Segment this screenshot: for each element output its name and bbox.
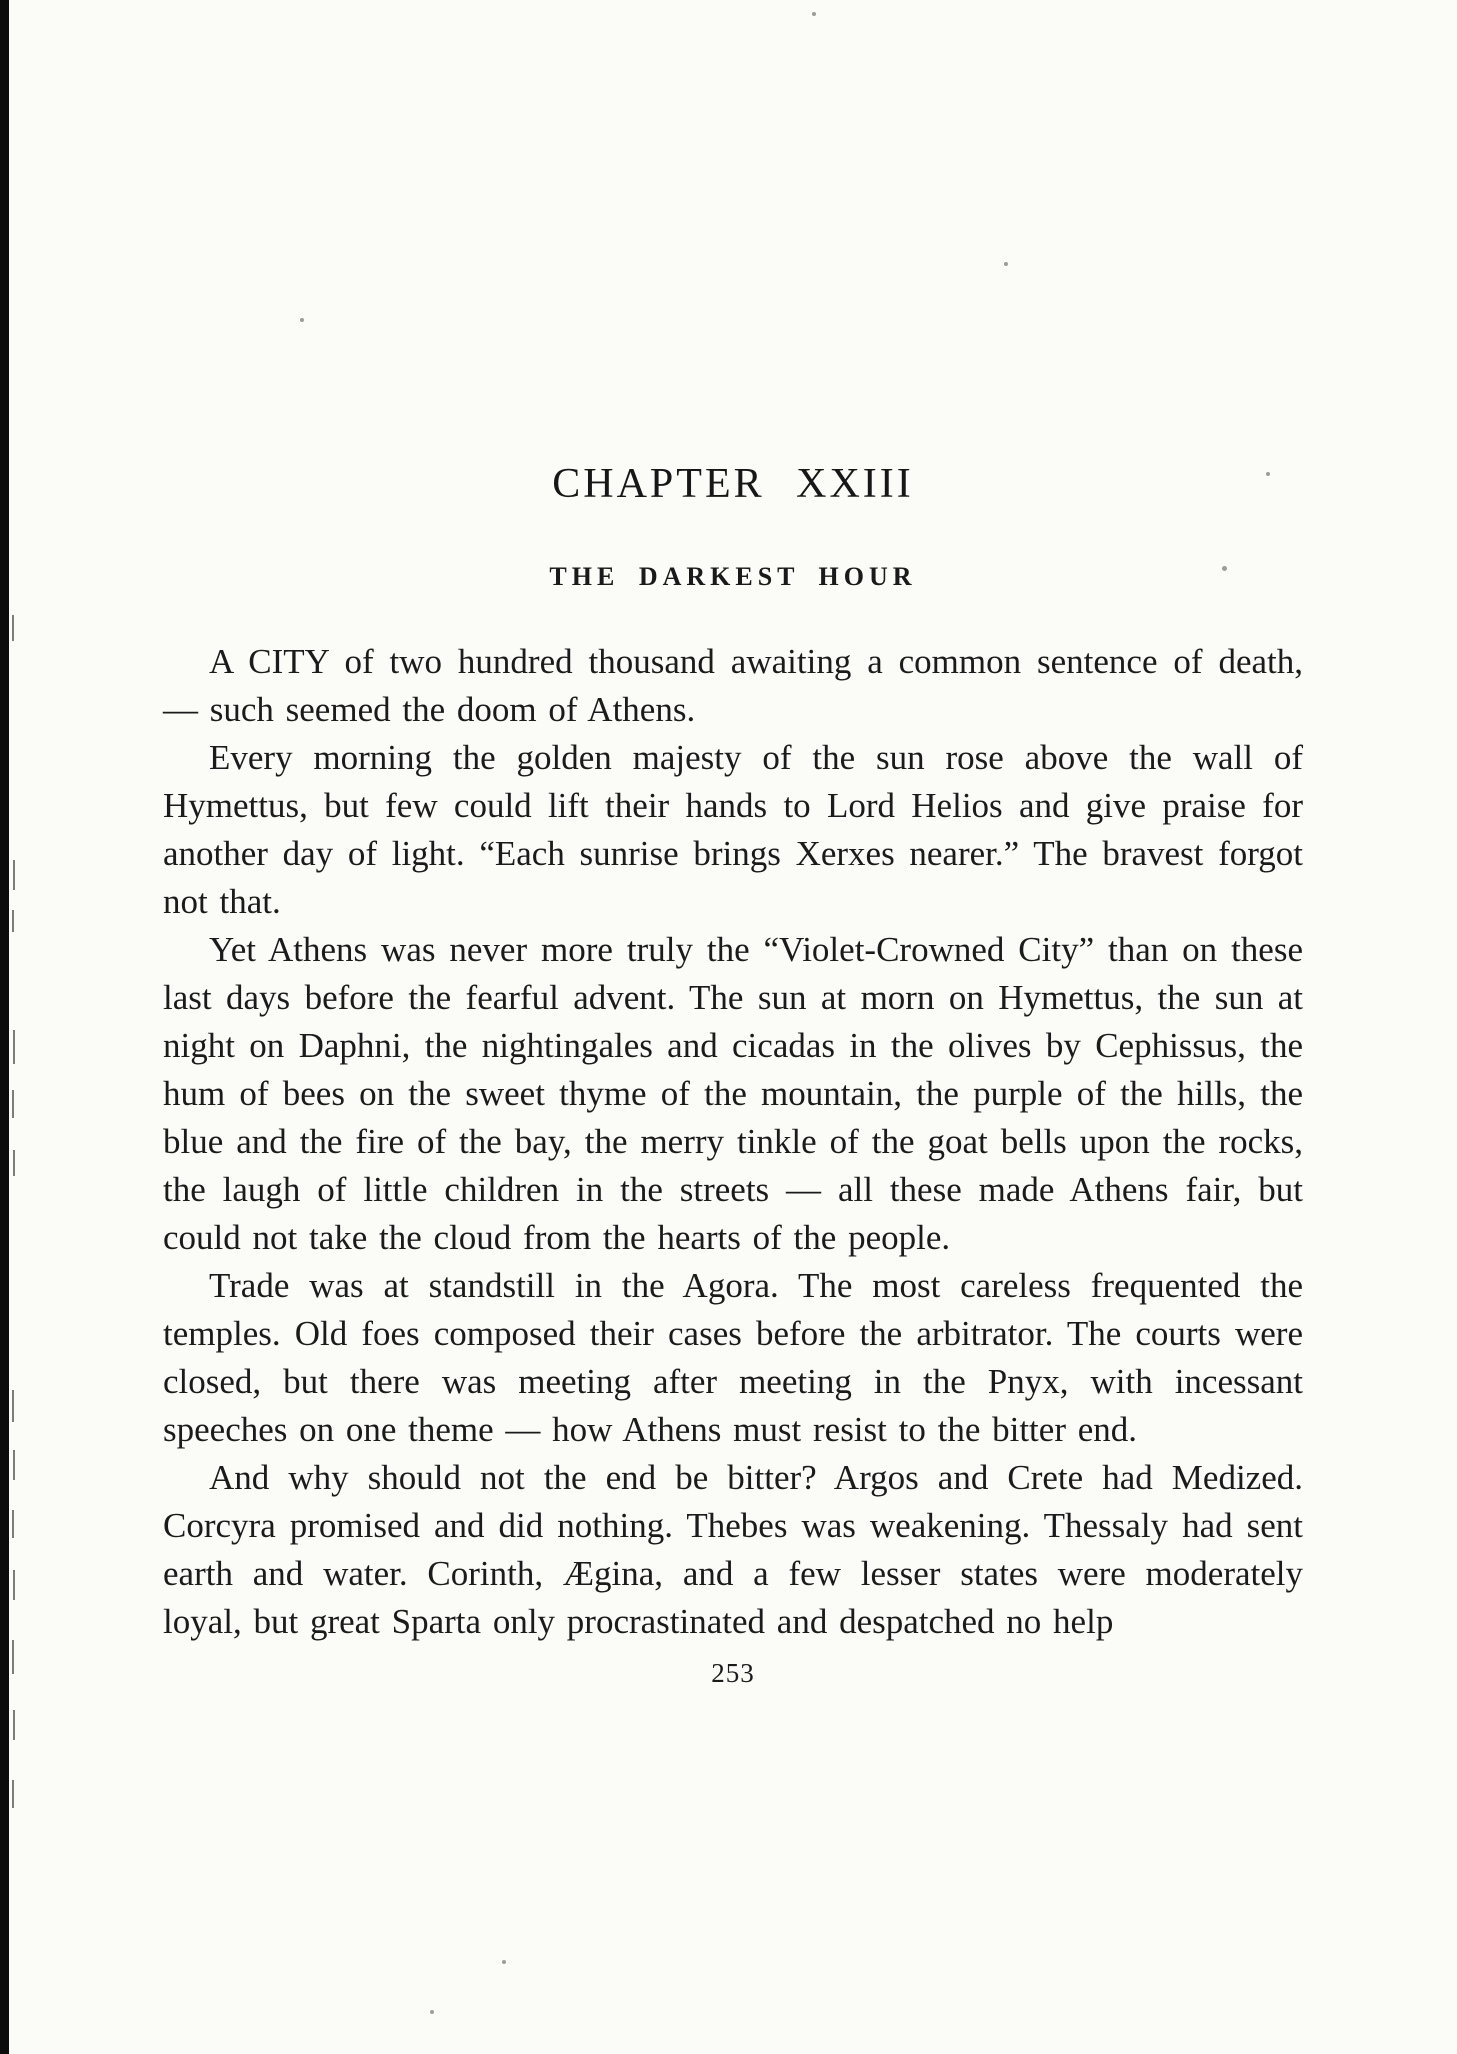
page-edge-shadow bbox=[0, 0, 9, 2054]
scan-mark bbox=[13, 1450, 15, 1480]
scan-mark bbox=[13, 1150, 15, 1176]
paragraph: Trade was at standstill in the Agora. The most careless frequented the temples. Old foes composed their cases before the arbitrator. The courts were closed, but there was meeting after meeting in the Pnyx, with incessant speeches on one theme — how Athens must resist to the bitter end. bbox=[163, 1266, 1303, 1449]
paragraph: Yet Athens was never more truly the “Violet-Crowned City” than on these last days before the fearful advent. The sun at morn on Hymettus, the sun at night on Daphni, the nightingales and cicadas in the olives by Cephissus, the hum of bees on the sweet thyme of the mountain, the purple of the hills, the blue and the fire of the bay, the merry tinkle of the goat bells upon the rocks, the laugh of little children in the streets — all these made Athens fair, but could not take the cloud from the hearts of the people. bbox=[163, 930, 1303, 1257]
scan-dot bbox=[430, 2010, 434, 2014]
page-number: 253 bbox=[711, 1658, 755, 1688]
paragraph: Every morning the golden majesty of the sun rose above the wall of Hymettus, but few could lift their hands to Lord Helios and give praise for another day of light. “Each sunrise brings Xerxes nearer.” The bravest forgot not that. bbox=[163, 738, 1303, 921]
paragraph: A CITY of two hundred thousand awaiting a common sentence of death, — such seemed the doom of Athens. bbox=[163, 642, 1303, 729]
scan-mark bbox=[13, 860, 15, 890]
scan-mark bbox=[12, 1640, 14, 1674]
scan-mark bbox=[13, 1570, 15, 1600]
paragraph: And why should not the end be bitter? Argos and Crete had Medized. Corcyra promised and did nothing. Thebes was weakening. Thessaly had sent earth and water. Corinth, Ægina, and a few lesser states were moderately loyal, but great Sparta only procrastinated and despatched no help bbox=[163, 1458, 1303, 1641]
section-title: THE DARKEST HOUR bbox=[549, 562, 917, 591]
scan-dot bbox=[502, 1960, 506, 1964]
scan-mark bbox=[12, 1510, 14, 1538]
scan-mark bbox=[12, 615, 14, 641]
body-text bbox=[163, 638, 1303, 1646]
scan-mark bbox=[13, 1710, 15, 1740]
scan-mark bbox=[12, 1390, 14, 1422]
chapter-title: CHAPTER XXIII bbox=[552, 461, 914, 507]
page-content bbox=[163, 0, 1303, 1689]
scan-mark bbox=[12, 1780, 14, 1808]
scan-mark bbox=[12, 910, 14, 932]
scan-mark bbox=[12, 1090, 14, 1118]
scan-mark bbox=[13, 1030, 15, 1064]
